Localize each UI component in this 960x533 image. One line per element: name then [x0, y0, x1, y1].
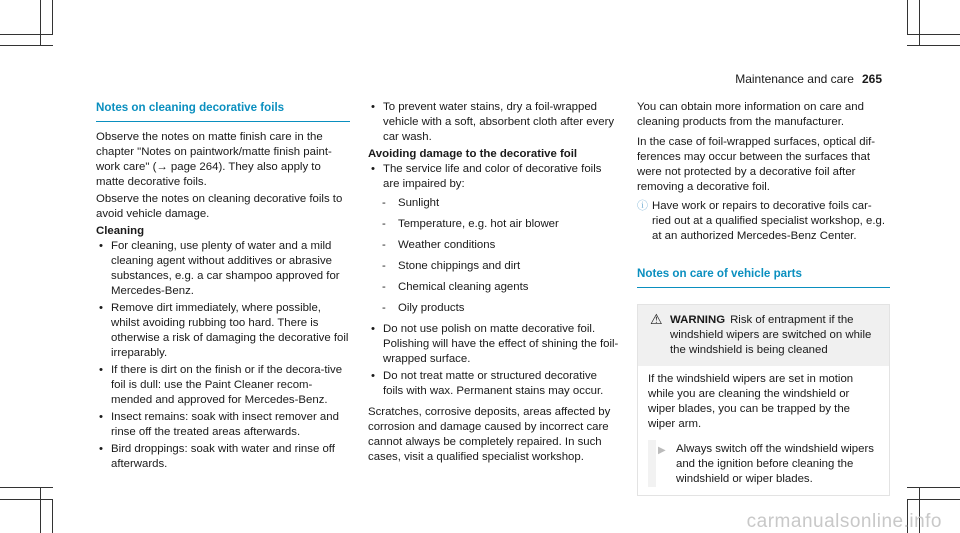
- list-item: • Remove dirt immediately, where possible, whilst avoiding rubbing too hard. There is otherwise a risk of damaging the decorative foil irreparably.: [96, 301, 350, 361]
- list-item: • For cleaning, use plenty of water and a mild cleaning agent without additives or abrasive substances, e.g. a car shampoo approved for Mercedes-Benz.: [96, 239, 350, 299]
- subheading: Avoiding damage to the decorative foil: [368, 148, 578, 160]
- list-item: • Do not use polish on matte decorative foil. Polishing will have the effect of shining the foil-wrapped surface.: [368, 322, 620, 367]
- warning-header: [638, 305, 889, 366]
- paragraph: Observe the notes on cleaning decorative foils to avoid vehicle damage.: [96, 193, 343, 220]
- list-item: • To prevent water stains, dry a foil-wrapped vehicle with a soft, absorbent cloth after every car wash.: [368, 100, 620, 145]
- crop-mark: [907, 45, 960, 46]
- column-left: [96, 100, 350, 474]
- subheading: Cleaning: [96, 225, 145, 237]
- paragraph: Observe the notes on matte finish care in the chapter "Notes on paintwork/matte finish paint-work care" (→ page 264). They also apply to matte decorative foils.: [96, 131, 332, 188]
- page-number: 265: [861, 72, 882, 86]
- tip-text: Have work or repairs to decorative foils car-ried out at a qualified specialist workshop, e.g. at an authorized Mercedes-Benz Center.: [652, 200, 886, 242]
- dash-item: - Sunlight: [368, 196, 620, 211]
- play-arrow-icon: ▶: [658, 445, 666, 456]
- page-header: [735, 72, 882, 87]
- list-item: • Do not treat matte or structured decorative foils with wax. Permanent stains may occur.: [368, 369, 620, 399]
- crop-mark: [907, 499, 960, 500]
- bullet-list: [368, 100, 620, 145]
- paragraph: In the case of foil-wrapped surfaces, optical dif-ferences may occur between the surfaces that were not protected by a decorative foil after removing a decorative foil.: [637, 136, 876, 193]
- crop-mark: [52, 0, 53, 34]
- dash-item: - Weather conditions: [368, 238, 620, 253]
- warning-body: [638, 366, 889, 495]
- dash-item: - Stone chippings and dirt: [368, 259, 620, 274]
- warning-label: WARNING: [670, 314, 726, 326]
- crop-mark: [40, 487, 41, 533]
- crop-mark: [0, 34, 53, 35]
- tip-note: [637, 199, 890, 244]
- dash-item: - Temperature, e.g. hot air blower: [368, 217, 620, 232]
- crop-mark: [907, 487, 960, 488]
- section-heading: Notes on care of vehicle parts: [637, 266, 890, 288]
- watermark: carmanualsonline.info: [746, 511, 942, 532]
- info-icon: ⓘ: [637, 200, 648, 212]
- dash-item: - Oily products: [368, 301, 620, 316]
- list-item: • Bird droppings: soak with water and rinse off afterwards.: [96, 442, 350, 472]
- paragraph: You can obtain more information on care and cleaning products from the manufacturer.: [637, 101, 864, 128]
- bullet-list: [368, 162, 620, 399]
- dash-list: [368, 196, 620, 316]
- warning-action: [648, 434, 879, 487]
- section-heading: Notes on cleaning decorative foils: [96, 100, 350, 122]
- list-item: • If there is dirt on the finish or if the decora-tive foil is dull: use the Paint Cleaner recom-mended and approved for Mercedes-Benz.: [96, 363, 350, 408]
- list-item: [368, 162, 620, 316]
- crop-mark: [907, 34, 960, 35]
- list-item-text: The service life and color of decorative foils are impaired by:: [383, 163, 602, 190]
- crop-mark: [52, 499, 53, 533]
- warning-text: Risk of entrapment if the windshield wipers are switched on while the windshield is being cleaned: [670, 314, 872, 356]
- crop-mark: [919, 0, 920, 46]
- crop-mark: [40, 0, 41, 46]
- dash-item: - Chemical cleaning agents: [368, 280, 620, 295]
- column-middle: [368, 100, 620, 467]
- crop-mark: [0, 499, 53, 500]
- warning-box: [637, 304, 890, 496]
- crop-mark: [907, 0, 908, 34]
- section-title: Maintenance and care: [735, 72, 854, 86]
- list-item: • Insect remains: soak with insect remover and rinse off the treated areas afterwards.: [96, 410, 350, 440]
- action-text: Always switch off the windshield wipers and the ignition before cleaning the windshield or wiper blades.: [676, 443, 874, 485]
- paragraph: If the windshield wipers are set in motion while you are cleaning the windshield or wiper blades, you can be trapped by the wiper arm.: [648, 373, 854, 430]
- bullet-list: [96, 239, 350, 472]
- crop-mark: [0, 45, 53, 46]
- paragraph: Scratches, corrosive deposits, areas affected by corrosion and damage caused by incorrect care cannot always be completely repaired. In such cases, visit a qualified specialist workshop.: [368, 406, 611, 463]
- crop-mark: [0, 487, 53, 488]
- warning-triangle-icon: ⚠: [650, 311, 663, 327]
- column-right: [637, 100, 890, 496]
